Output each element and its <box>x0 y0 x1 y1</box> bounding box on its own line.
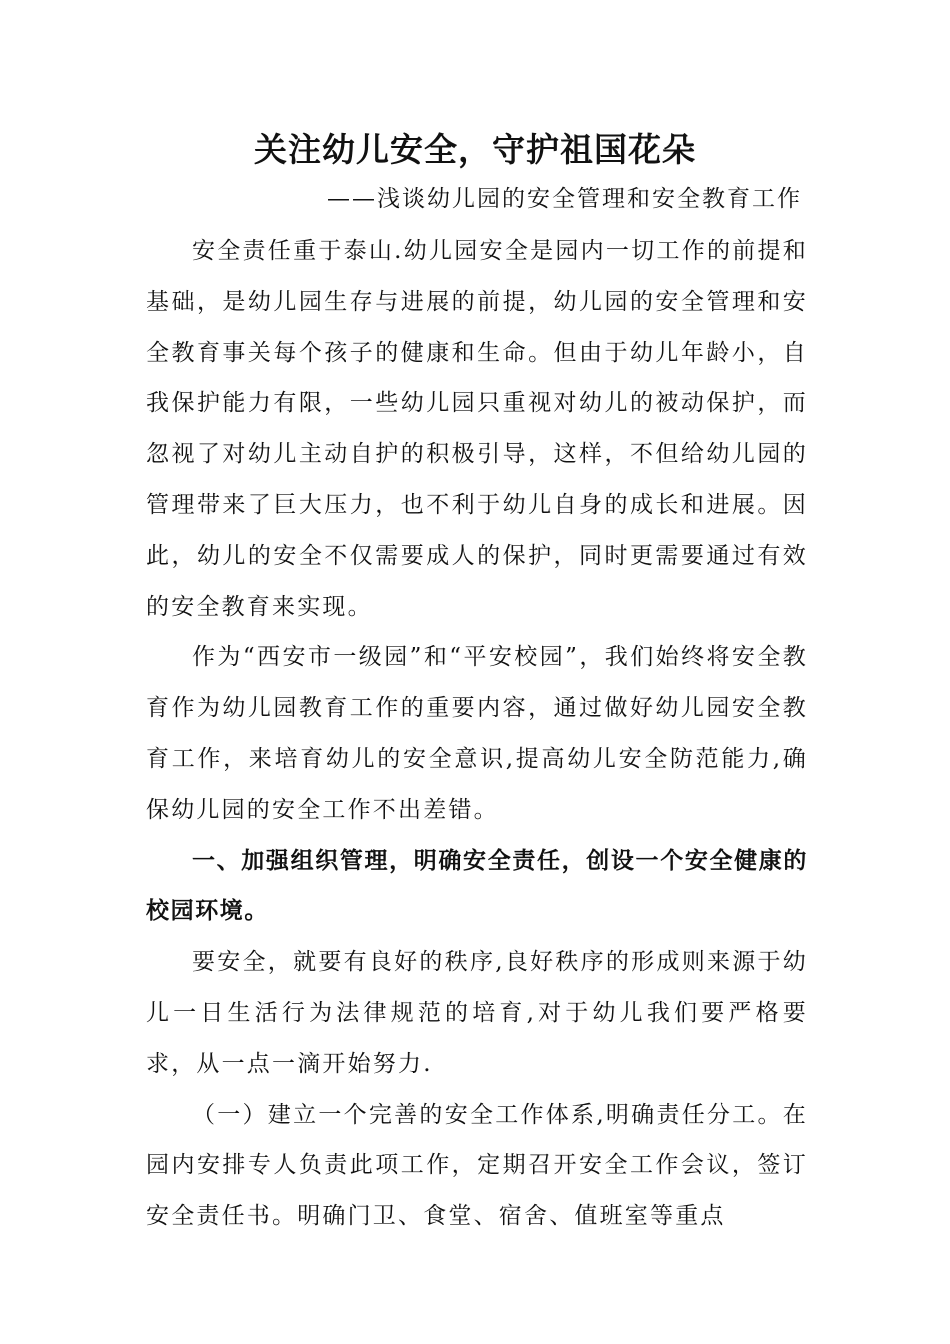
document-subtitle: ——浅谈幼儿园的安全管理和安全教育工作 <box>327 186 802 212</box>
document-title: 关注幼儿安全，守护祖国花朵 <box>254 130 696 169</box>
document-body <box>146 226 808 1242</box>
paragraph-role: 作为“西安市一级园”和“平安校园”，我们始终将安全教育作为幼儿园教育工作的重要内容，通过做好幼儿园安全教育工作，来培育幼儿的安全意识,提高幼儿安全防范能力,确保幼儿园的安全工作不出差错。 <box>146 644 808 823</box>
paragraph-order: 要安全，就要有良好的秩序,良好秩序的形成则来源于幼儿一日生活行为法律规范的培育,对于幼儿我们要严格要求，从一点一滴开始努力. <box>146 949 808 1077</box>
paragraph-intro: 安全责任重于泰山.幼儿园安全是园内一切工作的前提和基础，是幼儿园生存与进展的前提，幼儿园的安全管理和安全教育事关每个孩子的健康和生命。但由于幼儿年龄小，自我保护能力有限，一些幼儿园只重视对幼儿的被动保护，而忽视了对幼儿主动自护的积极引导，这样，不但给幼儿园的管理带来了巨大压力，也不利于幼儿自身的成长和进展。因此，幼儿的安全不仅需要成人的保护，同时更需要通过有效的安全教育来实现。 <box>146 238 808 620</box>
section-heading-1: 一、加强组织管理，明确安全责任，创设一个安全健康的校园环境。 <box>146 847 808 925</box>
paragraph-system: （一）建立一个完善的安全工作体系,明确责任分工。在园内安排专人负责此项工作，定期召开安全工作会议，签订安全责任书。明确门卫、食堂、宿舍、值班室等重点 <box>146 1101 808 1230</box>
